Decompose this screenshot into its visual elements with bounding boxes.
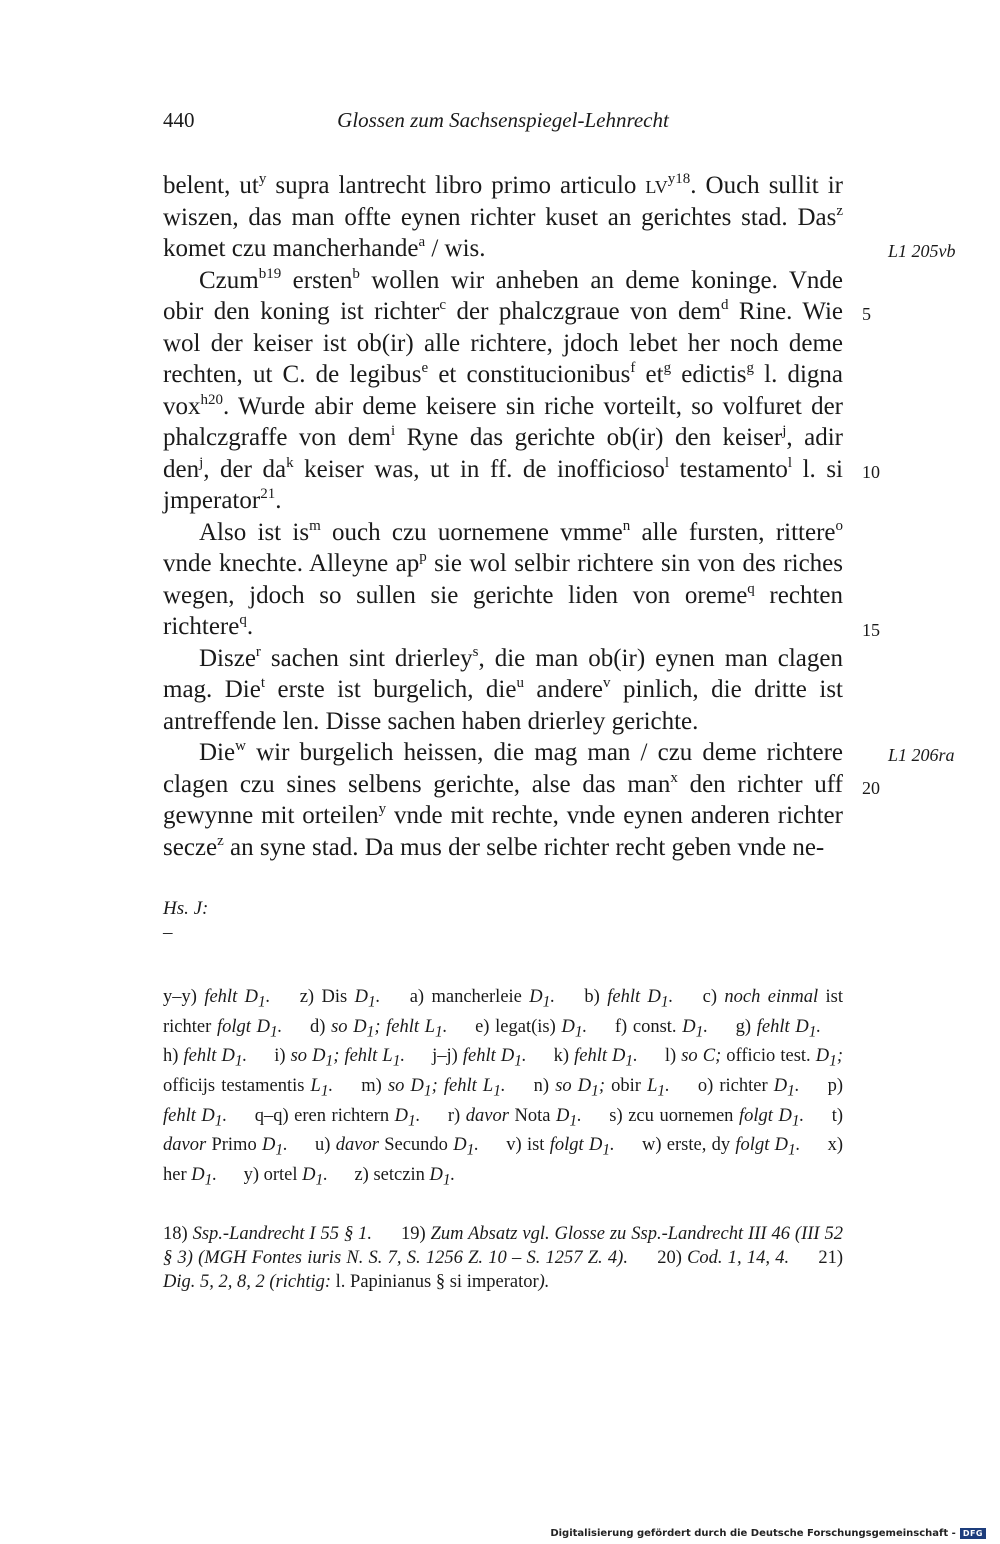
apparatus-note: w) erste, dy folgt $D_1$. [641, 1135, 801, 1160]
paragraph-1: belent, $ut^y$ supra lantrecht libro primo articulo $lv^{y18}$. Ouch sullit ir wiszen, das man offte eynen richter kuset an gerichtes stad. Das$^z$ komet czu mancherhande$^a$ / wis. [163, 171, 844, 262]
paragraph-4: Disze$^r$ sachen sint drierley$^s$, die man ob(ir) eynen man clagen mag. Die$^t$ erste ist burgelich, die$^u$ andere$^v$ pinlich, die dritte ist antreffende len. Disse sachen haben drierley gerichte. [163, 643, 843, 735]
apparatus-note: y) ortel $D_1$. [243, 1165, 328, 1189]
footnote: 18) Ssp.-Landrecht I 55 § 1. [163, 1224, 373, 1244]
footnote: 20) Cod. 1, 14, 4. [657, 1248, 790, 1268]
apparatus-note: r) davor Nota $D_1$. [447, 1105, 582, 1130]
line-number: 20 [862, 778, 880, 798]
margin-folio-ref: L1 206ra [888, 745, 955, 765]
apparatus-note: m) so $D_1$; fehlt $L_1$. [361, 1076, 506, 1100]
manuscript-label: Hs. J: [163, 898, 209, 919]
apparatus-note: e) legat(is) $D_1$. [475, 1016, 588, 1041]
credit-text: Digitalisierung gefördert durch die Deutsche Forschungsgemeinschaft - [550, 1528, 956, 1539]
apparatus-note: v) ist folgt $D_1$. [506, 1135, 615, 1160]
manuscript-dash: – [163, 922, 173, 943]
source-footnotes [163, 1222, 843, 1294]
apparatus-note: u) davor Secundo $D_1$. [315, 1135, 479, 1160]
apparatus-note: t) davor Primo $D_1$. [163, 1105, 844, 1160]
body-text [163, 170, 843, 863]
credit-bar [550, 1528, 986, 1539]
margin-folio-ref: L1 205vb [888, 241, 956, 261]
apparatus-note: p) fehlt $D_1$. [163, 1076, 843, 1130]
apparatus-note: h) fehlt $D_1$. [163, 1046, 248, 1071]
apparatus-note: c) noch einmal ist richter folgt $D_1$. [163, 987, 844, 1041]
apparatus-note: i) so $D_1$; fehlt $L_1$. [274, 1046, 406, 1071]
dfg-logo: DFG [960, 1528, 986, 1539]
apparatus-note: d) so $D_1$; fehlt $L_1$. [309, 1016, 448, 1041]
apparatus-note: b) fehlt $D_1$. [584, 987, 674, 1011]
apparatus-note: f) const. $D_1$. [614, 1016, 708, 1041]
apparatus-note: j–j) fehlt $D_1$. [432, 1046, 527, 1071]
line-number: 10 [862, 462, 880, 482]
apparatus-note: x) her $D_1$. [163, 1135, 844, 1189]
apparatus-note: o) richter $D_1$. [697, 1076, 800, 1100]
line-number: 15 [862, 620, 880, 640]
apparatus-note: z) setczin $D_1$. [354, 1165, 456, 1189]
page-number: 440 [163, 108, 195, 132]
apparatus-note: l) so C; officio test. $D_1$; officijs testamentis $L_1$. [163, 1046, 843, 1100]
apparatus-note: y–y) fehlt $D_1$. [163, 987, 271, 1011]
footnote: 19) Zum Absatz vgl. Glosse zu Ssp.-Landrecht III 46 (III 52 § 3) (MGH Fontes iuris N. S. 7, S. 1256 Z. 10 – S. 1257 Z. 4). [163, 1224, 843, 1268]
apparatus-note: a) mancherleie $D_1$. [409, 987, 555, 1011]
paragraph-2: Czum$^{b19}$ ersten$^b$ wollen wir anheben an deme koninge. Vnde obir den koning ist richter$^c$ der phalczgraue von dem$^d$ Rine. Wie wol der keiser ist ob(ir) alle richtere, jdoch lebet her noch deme rechten, ut C. de legibus$^e$ et constitucionibus$^f$ $et^g$ edictis$^g$ l. digna vox$^{h20}$. Wurde abir deme keisere sin riche vorteilt, so volfuret der phalczgraffe von dem$^i$ Ryne das gerichte ob(ir) den keiser$^j$, adir den$^j$, der $da^k$ keiser was, ut in ff. de inofficioso$^l$ testamento$^l$ l. si jmperator$^{21}$. [163, 265, 844, 514]
apparatus-note: k) fehlt $D_1$. [553, 1046, 638, 1071]
footnote: 21) Dig. 5, 2, 8, 2 (richtig: l. Papinianus § si imperator). [163, 1248, 844, 1292]
line-number: 5 [862, 304, 871, 324]
critical-apparatus [163, 985, 843, 1193]
apparatus-note: z) Dis $D_1$. [299, 987, 381, 1011]
apparatus-note: s) zcu uornemen folgt $D_1$. [609, 1105, 805, 1130]
apparatus-note: g) fehlt $D_1$. [735, 1016, 822, 1041]
paragraph-5: Die$^w$ wir burgelich heissen, die mag man / czu deme richtere clagen czu sines selbens gerichte, alse das man$^x$ den richter uff gewynne mit orteilen$^y$ vnde mit rechte, vnde eynen anderen richter secze$^z$ an syne stad. Da mus der selbe richter recht geben vnde ne- [163, 738, 844, 861]
apparatus-note: q–q) eren richtern $D_1$. [254, 1105, 421, 1130]
apparatus-note: n) so $D_1$; obir $L_1$. [533, 1076, 670, 1100]
running-title: Glossen zum Sachsenspiegel-Lehnrecht [337, 108, 669, 132]
paragraph-3: Also ist $is^m$ ouch czu uornemene vmme$^n$ alle fursten, rittere$^o$ vnde knechte. Alleyne $ap^p$ sie wol selbir richtere sin von des riches wegen, jdoch so sullen sie gerichte liden von oreme$^q$ rechten richtere$^q$. [163, 517, 844, 640]
